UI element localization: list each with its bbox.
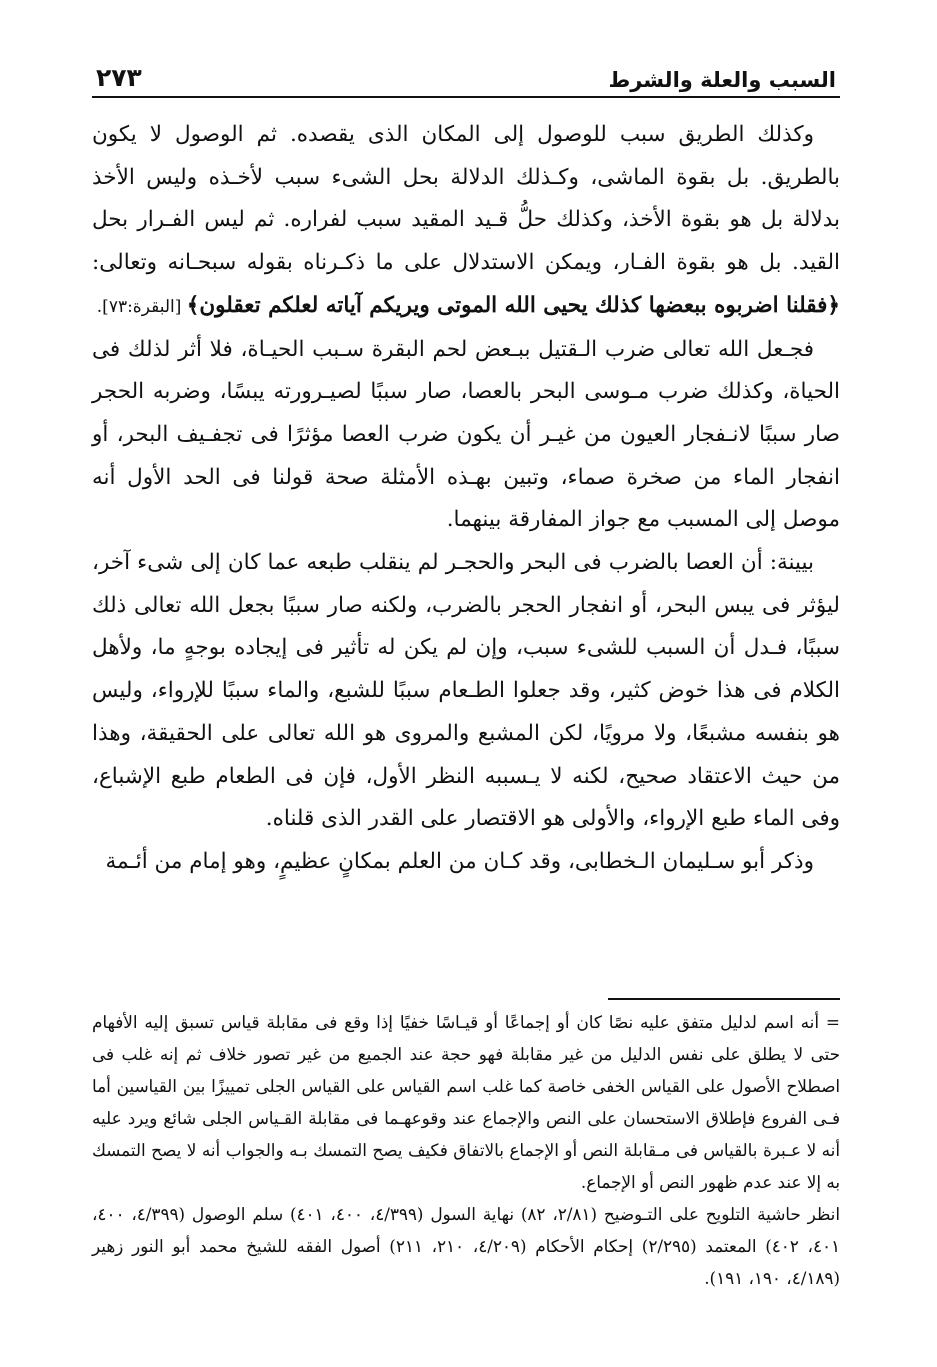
- paragraph-2: فجـعل الله تعالى ضرب الـقتيل ببـعض لحم البقرة سـبب الحيـاة، فلا أثر لذلك فى الحياة، وكذلك ضرب مـوسى البحر بالعصا، صار سببًا لصيـرورته يبسًا، وضربه الحجر صار سببًا لانـفجار العيون من غيـر أن يكون ضرب العصا مؤثرًا فى تجفـيف البحر، أو انفجار الماء من صخرة صماء، وتبين بهـذه الأمثلة صحة قولنا فى الحد الأول أنه موصل إلى المسبب مع جواز المفارقة بينهما.: [92, 336, 840, 533]
- paragraph-1-text: وكذلك الطريق سبب للوصول إلى المكان الذى يقصده. ثم الوصول لا يكون بالطريق. بل بقوة الماشى، وكـذلك الدلالة بحل الشىء سبب لأخـذه وليس الأخذ بدلالة بل هو بقوة الأخذ، وكذلك حلُّ قـيد المقيد سبب لفراره. ثم ليس الفـرار بحل القيد. بل هو بقوة الفـار، ويمكن الاستدلال على ما ذكـرناه بقوله سبحـانه وتعالى:: [92, 122, 840, 276]
- verse-reference: [البقرة:٧٣].: [96, 296, 187, 317]
- footnotes: [92, 1006, 840, 1294]
- running-head: [92, 56, 840, 98]
- footnote-separator: [608, 998, 840, 1000]
- paragraph-4: وذكر أبو سـليمان الـخطابى، وقد كـان من العلم بمكانٍ عظيمٍ، وهو إمام من أئـمة: [105, 848, 814, 874]
- paragraph-3: بيينة: أن العصا بالضرب فى البحر والحجـر لم ينقلب طبعه عما كان إلى شىء آخر، ليؤثر فى يبس البحر، أو انفجار الحجر بالضرب، ولكنه صار سببًا بجعل الله تعالى ذلك سببًا، فـدل أن السبب للشىء سبب، وإن لم يكن له تأثير فى إيجاده بوجهٍ ما، ولأهل الكلام فى هذا خوض كثير، وقد جعلوا الطـعام سببًا للشبع، والماء سببًا للإرواء، وليس هو بنفسه مشبعًا، ولا مرويًا، لكن المشبع والمروى هو الله تعالى على الحقيقة، وهذا من حيث الاعتقاد صحيح، لكنه لا يـسببه النظر الأول، فإن فى الطعام طبع الإشباع، وفى الماء طبع الإرواء، والأولى هو الاقتصار على القدر الذى قلناه.: [92, 550, 840, 832]
- quran-verse: ﴿فقلنا اضربوه ببعضها كذلك يحيى الله الموتى ويريكم آياته لعلكم تعقلون﴾: [186, 292, 840, 318]
- page-number: ٢٧٣: [96, 63, 142, 92]
- footnote-continuation: = أنه اسم لدليل متفق عليه نصًا كان أو إجماعًا أو قيـاسًا خفيًا إذا وقع فى مقابلة قياس تسبق إليه الأفهام حتى لا يطلق على نفس الدليل من غير مقابلة فهو حجة عند الجميع من غير تصور خلاف ثم إنه غلب فى اصطلاح الأصول على القياس الخفى خاصة كما غلب اسم القياس على القياس الجلى تمييزًا بين القياسين أما فـى الفروع فإطلاق الاستحسان على النص والإجماع عند وقوعهـما فى مقابلة القـياس الجلى شائع ويرد عليه أنه لا عـبرة بالقياس فى مـقابلة النص أو الإجماع بالاتفاق فكيف يصح التمسك بـه والجواب أنه لا يصح التمسك به إلا عند عدم ظهور النص أو الإجماع.: [92, 1012, 840, 1192]
- chapter-title: السبب والعلة والشرط: [608, 68, 836, 92]
- footnote-references: انظر حاشية التلويح على التـوضيح (٢/٨١، ٨٢) نهاية السول (٤/٣٩٩، ٤٠٠، ٤٠١) سلم الوصول (٤/٣٩٩، ٤٠٠، ٤٠١، ٤٠٢) المعتمد (٢/٢٩٥) إحكام الأحكام (٤/٢٠٩، ٢١٠، ٢١١) أصول الفقه للشيخ محمد أبو النور زهير (٤/١٨٩، ١٩٠، ١٩١).: [92, 1204, 840, 1288]
- main-text: [92, 114, 840, 884]
- paragraph-1: [92, 114, 840, 329]
- book-page: [92, 56, 840, 1288]
